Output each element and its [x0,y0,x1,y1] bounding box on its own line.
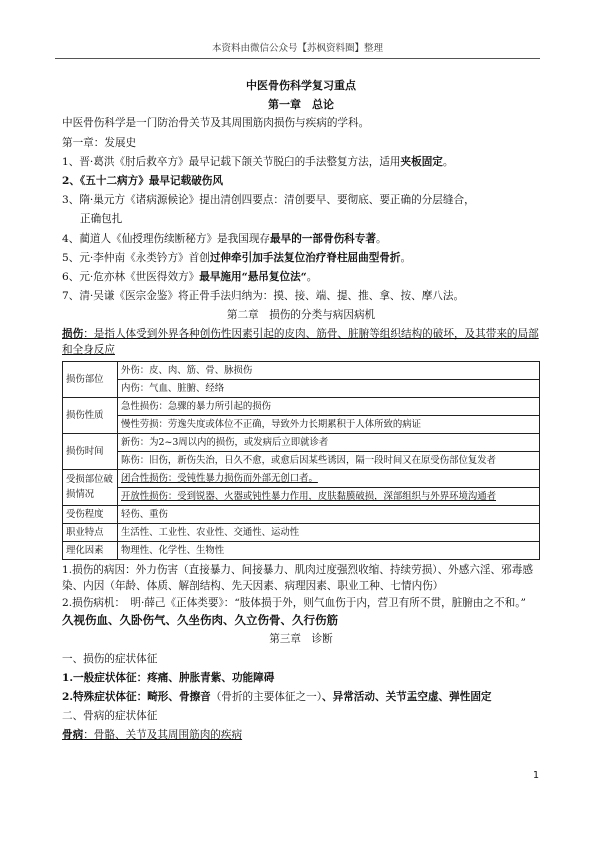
special-signs: 2.特殊症状体征：畸形、骨擦音（骨折的主要体征之一）、异常活动、关节盂空虚、弹性固定 [62,690,492,703]
table-cell: 物理性、化学性、生物性 [118,541,540,559]
five-injuries: 久视伤血、久卧伤气、久坐伤肉、久立伤骨、久行伤筋 [62,613,338,628]
table-row [63,487,540,505]
injury-definition: 损伤：是指人体受到外界各种创伤性因素引起的皮肉、筋骨、脏腑等组织结构的破坏，及其带来的局部和全身反应 [62,327,539,357]
section-2-heading: 二、骨病的症状体征 [62,710,158,723]
history-item-3-cont: 正确包扎 [80,213,123,226]
table-cell: 慢性劳损：劳逸失度或体位不正确，导致外力长期累积于人体所致的病证 [118,415,540,433]
bone-disease-definition: 骨病：骨骼、关节及其周围筋肉的疾病 [62,729,243,742]
header-rule [55,58,540,59]
general-signs: 1.一般症状体征：疼痛、肿胀青紫、功能障碍 [62,671,275,684]
chapter-1-title: 第一章 总论 [268,98,334,112]
table-row [63,451,540,469]
table-cell: 内伤：气血、脏腑、经络 [118,379,540,397]
table-cell: 急性损伤：急骤的暴力所引起的损伤 [118,397,540,415]
history-item-4: 4、蔺道人《仙授理伤续断秘方》是我国现存最早的一部骨伤科专著。 [62,232,387,245]
history-item-6: 6、元·危亦林《世医得效方》最早施用“悬吊复位法“。 [62,271,318,284]
table-cell: 生活性、工业性、农业性、交通性、运动性 [118,523,540,541]
table-row [63,505,540,523]
table-cell: 外伤：皮、肉、筋、骨、脉损伤 [118,361,540,379]
table-cell: 陈伤：旧伤，新伤失治，日久不愈，或愈后因某些诱因，隔一段时间又在原受伤部位复发者 [118,451,540,469]
table-row [63,433,540,451]
chapter-2-title: 第二章 损伤的分类与病因病机 [226,309,376,322]
table-row [63,379,540,397]
table-row-label: 受伤程度 [63,505,118,523]
table-row-label: 损伤时间 [63,433,118,469]
table-row [63,361,540,379]
table-row [63,541,540,559]
table-cell: 闭合性损伤：受钝性暴力损伤而外部无创口者。 [118,469,540,487]
table-row-label: 职业特点 [63,523,118,541]
table-row-label: 受损部位破损情况 [63,469,118,505]
history-item-5: 5、元·李仲南《永类钤方》首创过伸牵引加手法复位治疗脊柱屈曲型骨折。 [62,251,412,264]
table-row [63,469,540,487]
section-1-heading: 一、损伤的症状体征 [62,652,158,665]
history-item-2: 2、《五十二病方》最早记载破伤风 [62,175,223,188]
table-cell: 新伤：为2~3周以内的损伤，或发病后立即就诊者 [118,433,540,451]
document-body [62,76,540,746]
document-title: 中医骨伤科学复习重点 [246,79,356,92]
table-cell: 开放性损伤：受到锐器、火器或钝性暴力作用，皮肤黏膜破损，深部组织与外界环境沟通者 [118,487,540,505]
table-row-label: 理化因素 [63,541,118,559]
history-item-7: 7、清·吴谦《医宗金鉴》将正骨手法归纳为：摸、接、端、提、推、拿、按、摩八法。 [62,290,465,303]
chapter-3-title: 第三章 诊断 [269,633,333,646]
table-row-label: 损伤部位 [63,361,118,397]
history-heading: 第一章：发展史 [62,136,137,149]
injury-mechanism: 2.损伤病机： 明·薛己《正体类要》：“肢体损于外，则气血伤于内，营卫有所不贯，脏腑由之不和。” [62,596,526,609]
page-number: 1 [533,770,540,781]
injury-classification-table [62,361,540,560]
table-row [63,415,540,433]
table-row [63,523,540,541]
history-item-1: 1、晋·葛洪《肘后救卒方》最早记载下颌关节脱臼的手法整复方法，适用夹板固定。 [62,155,454,168]
page-header: 本资料由微信公众号【苏枫资料圈】整理 [211,43,383,54]
intro-paragraph: 中医骨伤科学是一门防治骨关节及其周围筋肉损伤与疾病的学科。 [62,117,370,130]
table-row-label: 损伤性质 [63,397,118,433]
table-row [63,397,540,415]
table-cell: 轻伤、重伤 [118,505,540,523]
history-item-3: 3、隋·巢元方《诸病源候论》提出清创四要点：清创要早、要彻底、要正确的分层缝合， [62,194,475,207]
injury-causes: 1.损伤的病因：外力伤害（直接暴力、间接暴力、肌肉过度强烈收缩、持续劳损）、外感六淫、邪毒感染、内因（年龄、体质、解剖结构、先天因素、病理因素、职业工种、七情内伤） [62,563,533,593]
